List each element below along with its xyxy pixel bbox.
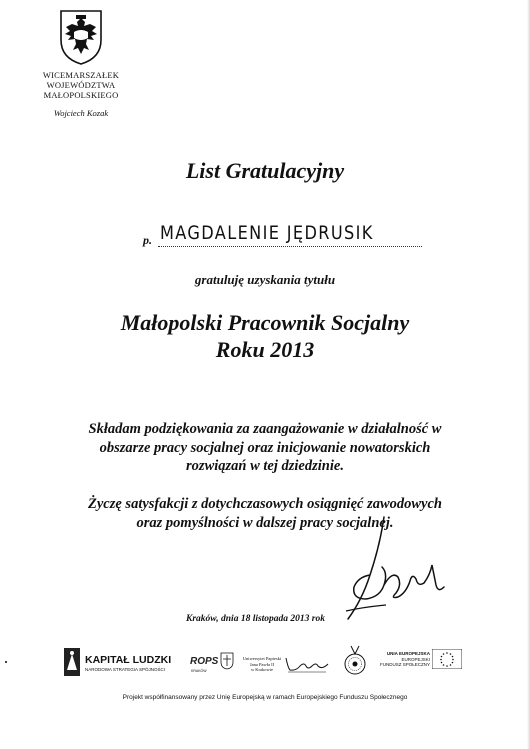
medal-emblem-icon bbox=[344, 645, 366, 677]
kapital-ludzki-name: KAPITAŁ LUDZKI bbox=[85, 654, 172, 666]
recipient-name: MAGDALENIE JĘDRUSIK bbox=[160, 222, 374, 244]
paragraph-line: oraz pomyślności w dalszej pracy socjalnej. bbox=[136, 514, 394, 531]
paragraph-line: Składam podziękowania za zaangażowanie w działalność w bbox=[88, 421, 442, 437]
scan-speck bbox=[5, 661, 7, 663]
award-line: Roku 2013 bbox=[215, 337, 315, 362]
recipient-prefix: p. bbox=[143, 233, 152, 247]
university-line: Uniwersytet Papieski bbox=[242, 656, 282, 661]
issuer-line: WICEMARSZAŁEK bbox=[42, 70, 120, 80]
award-line: Małopolski Pracownik Socjalny bbox=[120, 310, 410, 335]
university-name bbox=[234, 656, 290, 673]
kapital-ludzki-mark-icon bbox=[64, 648, 80, 676]
eagle-crest-icon bbox=[56, 8, 106, 66]
issuer-line: WOJEWÓDZTWA bbox=[46, 80, 116, 90]
university-logo bbox=[218, 650, 282, 680]
recipient-line bbox=[0, 220, 530, 254]
university-line: Jana Pawła II bbox=[249, 661, 275, 667]
script-logo bbox=[284, 654, 330, 674]
eu-logo bbox=[372, 649, 462, 677]
handwritten-signature bbox=[340, 515, 450, 627]
place-date: Kraków, dnia 18 listopada 2013 rok bbox=[186, 614, 326, 624]
paragraph-line: Życzę satysfakcji z dotychczasowych osiągnięć zawodowych bbox=[88, 496, 442, 512]
congratulation-phrase: gratuluję uzyskania tytułu bbox=[194, 272, 336, 287]
paragraph-line: obszarze pracy socjalnej oraz inicjowanie nowatorskich bbox=[99, 439, 431, 456]
kapital-ludzki-logo bbox=[64, 648, 184, 678]
university-line: w Krakowie bbox=[250, 667, 274, 672]
funding-footer: Projekt współfinansowany przez Unię Europejską w ramach Europejskiego Funduszu Społecznego bbox=[122, 694, 408, 701]
eu-line: EUROPEJSKI bbox=[401, 656, 430, 662]
signer-name: Wojciech Kozak bbox=[53, 108, 109, 118]
kapital-ludzki-subtitle: NARODOWA STRATEGIA SPÓJNOŚCI bbox=[85, 667, 166, 672]
paragraph-line: rozwiązań w tej dziedzinie. bbox=[186, 458, 344, 474]
rops-wordmark: ROPS bbox=[190, 656, 219, 667]
thanks-paragraph bbox=[0, 420, 530, 476]
university-crest-icon bbox=[220, 652, 234, 670]
sponsor-logos bbox=[0, 640, 530, 685]
letter-title: List Gratulacyjny bbox=[185, 158, 345, 183]
award-title bbox=[0, 309, 530, 363]
eu-text bbox=[372, 651, 430, 668]
issuer-block bbox=[18, 70, 144, 100]
eu-flag-icon bbox=[432, 649, 462, 669]
rops-subtitle: KRAKÓW bbox=[191, 669, 207, 673]
dotted-rule bbox=[158, 246, 422, 247]
eu-line: UNIA EUROPEJSKA bbox=[386, 651, 430, 656]
eu-line: FUNDUSZ SPOŁECZNY bbox=[379, 662, 430, 668]
wishes-paragraph bbox=[0, 495, 530, 532]
issuer-line: MAŁOPOLSKIEGO bbox=[43, 90, 119, 100]
